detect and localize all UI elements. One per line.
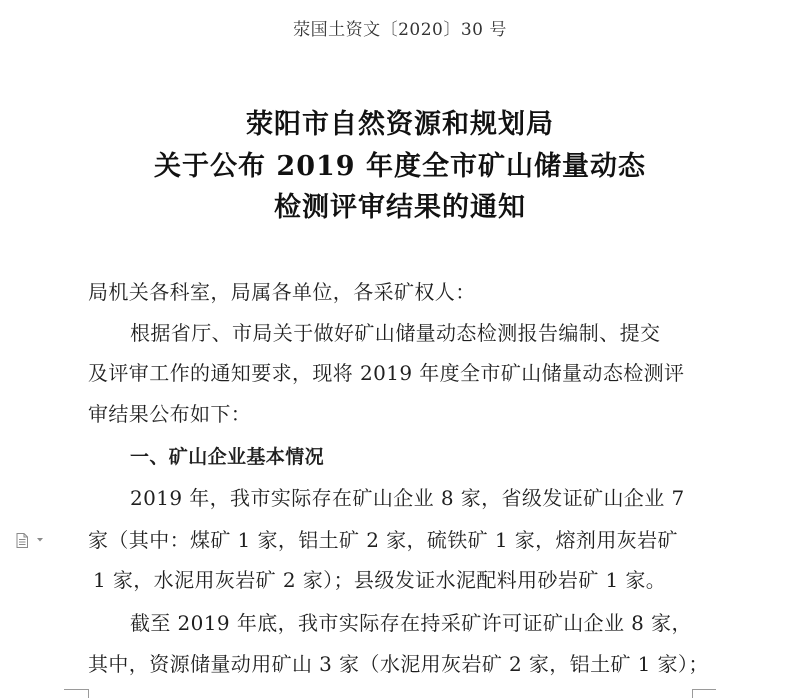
para1-line-2: 家（其中：煤矿 1 家，铝土矿 2 家，硫铁矿 1 家，熔剂用灰岩矿: [88, 528, 678, 552]
title-line-3: 检测评审结果的通知: [274, 192, 526, 223]
para2-line-2: 其中，资源储量动用矿山 3 家（水泥用灰岩矿 2 家，铝土矿 1 家）；: [88, 652, 709, 676]
intro-line-1: 根据省厅、市局关于做好矿山储量动态检测报告编制、提交: [130, 321, 661, 345]
crop-mark-bottom-right-v: [692, 689, 693, 698]
para1-line-3: 1 家，水泥用灰岩矿 2 家）；县级发证水泥配料用砂岩矿 1 家。: [93, 568, 667, 592]
para2-line-1: 截至 2019 年底，我市实际存在持采矿许可证矿山企业 8 家，: [130, 611, 692, 635]
dropdown-arrow-icon: [37, 538, 43, 542]
intro-line-3: 审结果公布如下：: [88, 402, 252, 426]
title-line-1: 荥阳市自然资源和规划局: [246, 109, 554, 140]
crop-mark-bottom-left-h: [64, 689, 88, 690]
salutation: 局机关各科室，局属各单位，各采矿权人：: [88, 280, 476, 304]
document-icon: [16, 533, 28, 548]
crop-mark-bottom-right-h: [692, 689, 716, 690]
title-line-2: 关于公布 2019 年度全市矿山储量动态: [154, 151, 646, 182]
paragraph-options-button[interactable]: [16, 531, 48, 549]
crop-mark-bottom-left-v: [88, 689, 89, 698]
document-number: 荥国土资文〔2020〕30 号: [293, 20, 507, 40]
para1-line-1: 2019 年，我市实际存在矿山企业 8 家，省级发证矿山企业 7: [130, 486, 685, 510]
intro-line-2: 及评审工作的通知要求，现将 2019 年度全市矿山储量动态检测评: [88, 361, 685, 385]
section-heading-1: 一、矿山企业基本情况: [130, 446, 325, 468]
